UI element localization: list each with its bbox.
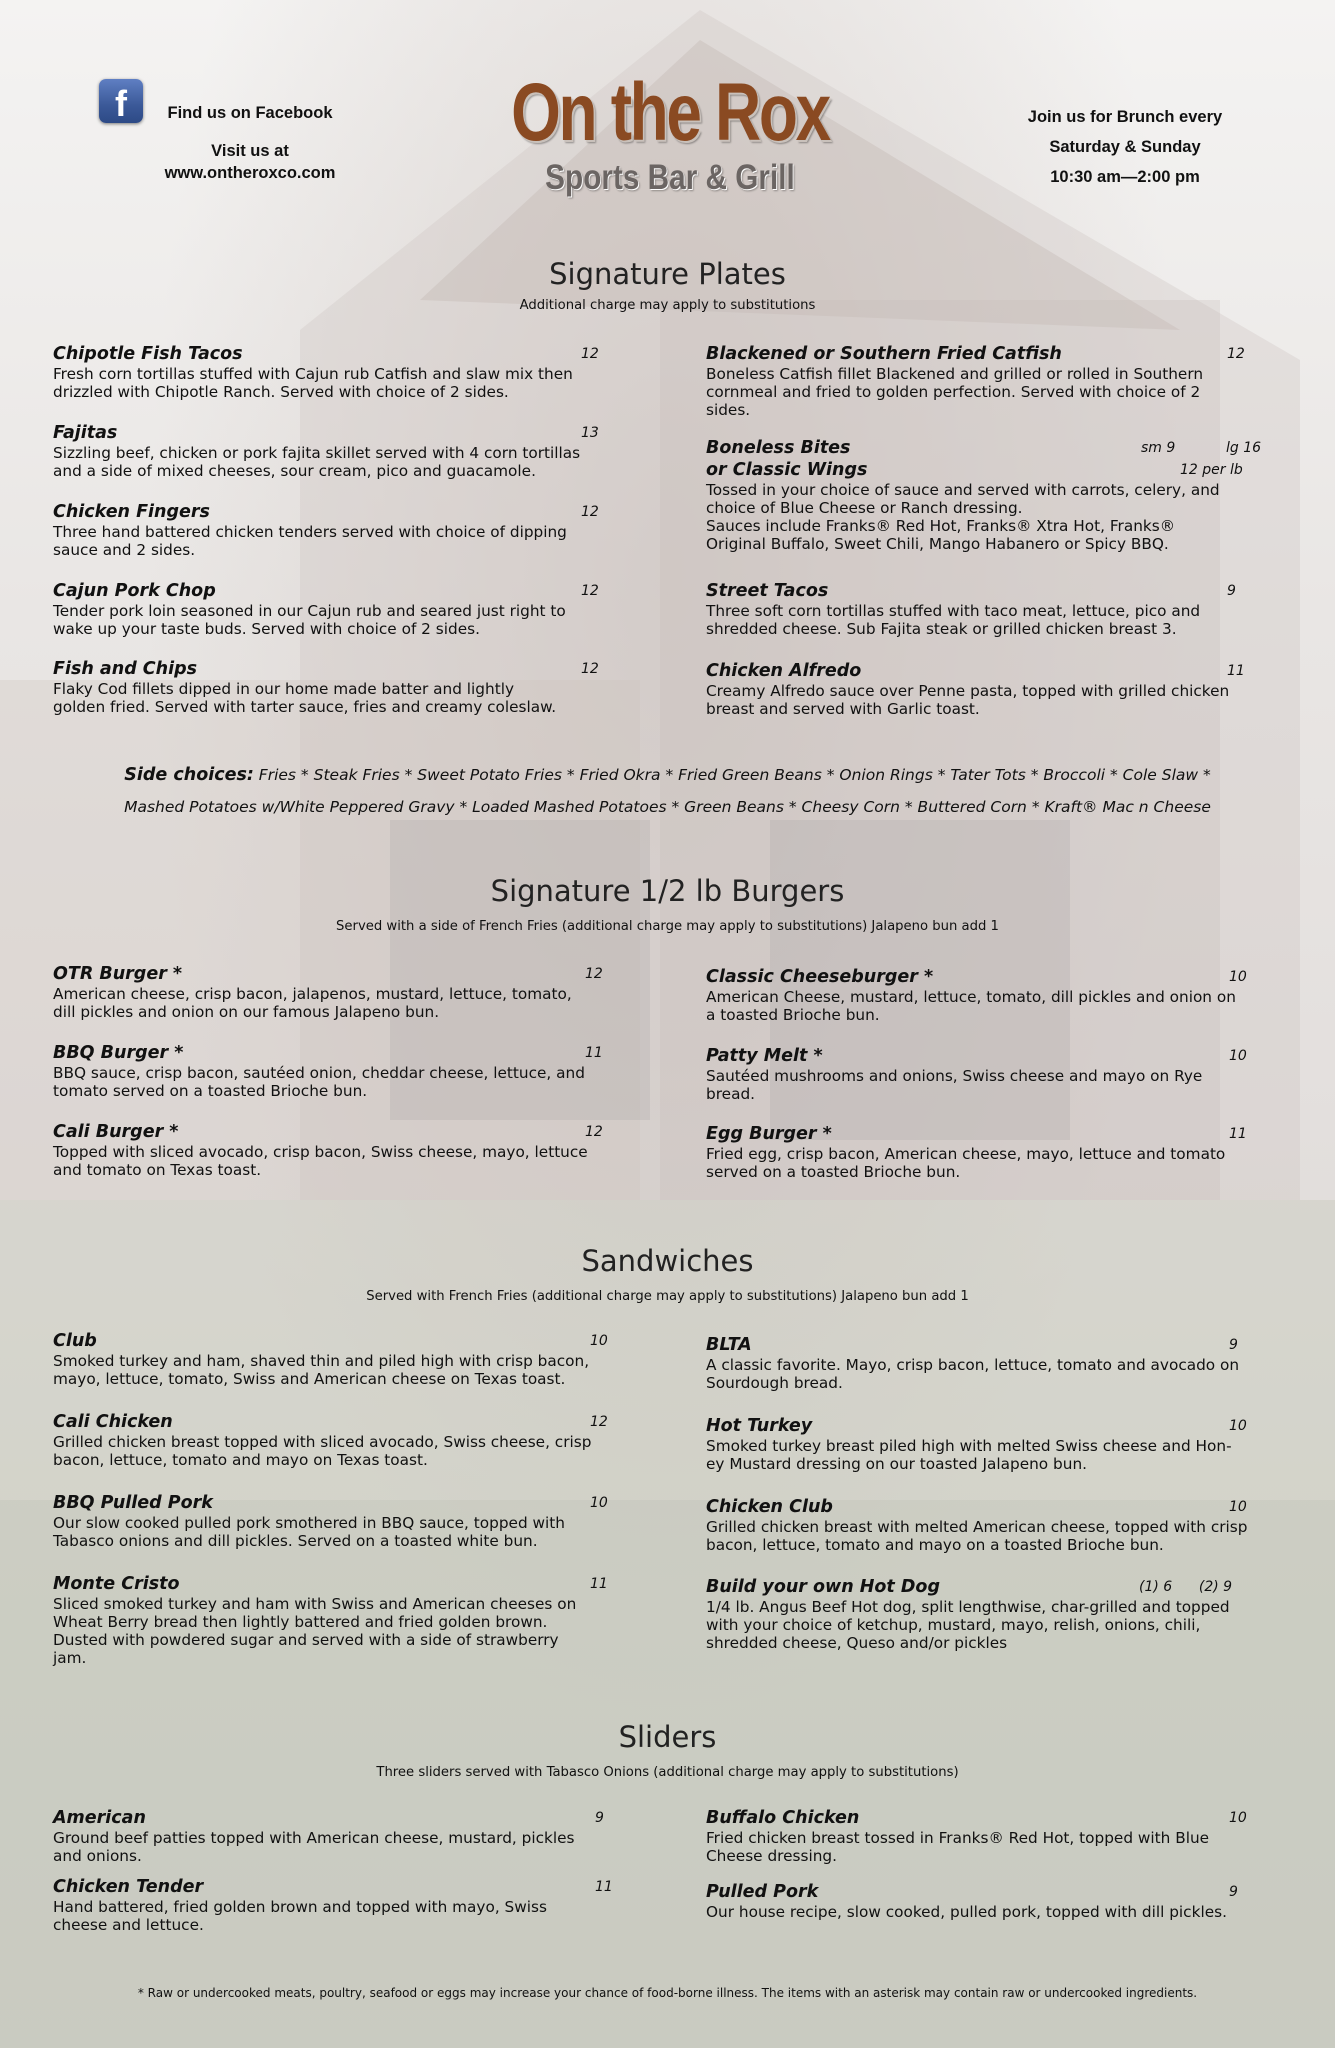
facebook-link-text[interactable]: Find us on Facebook — [167, 104, 333, 122]
item-description-line: sides. — [706, 401, 751, 419]
menu-item-chicken-tender — [53, 1876, 638, 1934]
section-title-burgers: Signature 1/2 lb Burgers — [490, 874, 845, 908]
item-description — [53, 602, 638, 638]
item-description-line: Smoked turkey breast piled high with melted Swiss cheese and Hon- — [706, 1437, 1232, 1455]
menu-item-pulled-pork — [706, 1881, 1291, 1921]
item-description-line: mayo, lettuce, tomato, Swiss and American cheese on Texas toast. — [53, 1370, 566, 1388]
item-description-line: Sizzling beef, chicken or pork fajita skillet served with 4 corn tortillas — [53, 444, 581, 462]
menu-item-club — [53, 1330, 638, 1388]
visit-label: Visit us at — [211, 142, 289, 160]
item-description-line: American cheese, crisp bacon, jalapenos, mustard, lettuce, tomato, — [53, 985, 572, 1003]
item-description-line: bacon, lettuce, tomato and mayo on a toasted Brioche bun. — [706, 1536, 1164, 1554]
section-subtitle-signature-plates: Additional charge may apply to substitutions — [519, 298, 816, 313]
menu-item-cajun-pork-chop — [53, 580, 638, 638]
item-description-line: wake up your taste buds. Served with choice of 2 sides. — [53, 620, 480, 638]
item-description-line: tomato served on a toasted Brioche bun. — [53, 1082, 368, 1100]
item-price: 11 — [1227, 663, 1245, 679]
item-name: Chicken Fingers — [53, 502, 210, 522]
item-description-line: Hand battered, fried golden brown and topped with mayo, Swiss — [53, 1898, 547, 1916]
menu-item-otr-burger — [53, 963, 638, 1021]
footnote-disclaimer: * Raw or undercooked meats, poultry, seafood or eggs may increase your chance of food-borne illness. The items with an asterisk may contain raw or undercooked ingredients. — [137, 1986, 1198, 2000]
menu-item-boneless-bites — [706, 437, 1291, 553]
item-description-line: shredded cheese, Queso and/or pickles — [706, 1634, 1008, 1652]
brunch-info — [1005, 102, 1245, 192]
item-price: 12 — [581, 661, 599, 677]
item-description — [53, 1829, 638, 1865]
item-description-line: bacon, lettuce, tomato and mayo on Texas toast. — [53, 1451, 428, 1469]
item-description — [53, 523, 638, 559]
menu-item-chipotle-fish-tacos — [53, 343, 638, 401]
header-social-info — [150, 102, 350, 184]
item-price: 11 — [585, 1045, 603, 1061]
menu-item-street-tacos — [706, 580, 1291, 638]
item-description — [706, 1356, 1291, 1392]
item-description — [706, 365, 1291, 419]
item-description-line: Dusted with powdered sugar and served with a side of strawberry — [53, 1631, 559, 1649]
brunch-line-2: Saturday & Sunday — [1049, 138, 1201, 156]
item-description-line: jam. — [53, 1649, 87, 1667]
item-description — [706, 1145, 1291, 1181]
item-name: Chicken Club — [706, 1497, 833, 1517]
item-price: 10 — [1229, 1048, 1247, 1064]
side-choices-line-1 — [0, 765, 1335, 785]
item-name: OTR Burger * — [53, 964, 183, 984]
item-price: 9 — [1229, 1337, 1238, 1353]
item-description — [706, 1598, 1291, 1652]
item-description — [53, 1514, 638, 1550]
item-name: Cajun Pork Chop — [53, 581, 216, 601]
item-price-wings: 12 per lb — [1180, 462, 1243, 478]
item-description-line: Sourdough bread. — [706, 1374, 843, 1392]
item-name: Chicken Tender — [53, 1877, 204, 1897]
item-description-line: breast and served with Garlic toast. — [706, 700, 980, 718]
item-description-line: Sliced smoked turkey and ham with Swiss and American cheeses on — [53, 1595, 577, 1613]
section-subtitle-sandwiches: Served with French Fries (additional charge may apply to substitutions) Jalapeno bun add 1 — [366, 1289, 969, 1304]
item-description-line: American Cheese, mustard, lettuce, tomato, dill pickles and onion on — [706, 988, 1236, 1006]
side-choices-label: Side choices: — [124, 765, 254, 785]
item-name: Chicken Alfredo — [706, 661, 862, 681]
item-description-line: Tabasco onions and dill pickles. Served on a toasted white bun. — [53, 1532, 538, 1550]
item-description-line: Ground beef patties topped with American cheese, mustard, pickles — [53, 1829, 575, 1847]
menu-item-bbq-burger — [53, 1042, 638, 1100]
item-description-line: bread. — [706, 1085, 756, 1103]
item-description-line: with your choice of ketchup, mustard, mayo, relish, onions, chili, — [706, 1616, 1201, 1634]
item-description — [53, 1143, 638, 1179]
item-price: 10 — [1229, 1810, 1247, 1826]
item-name: Chipotle Fish Tacos — [53, 344, 243, 364]
item-description-line: choice of Blue Cheese or Ranch dressing. — [706, 499, 1023, 517]
menu-item-american — [53, 1807, 638, 1865]
item-price: 11 — [595, 1879, 613, 1895]
menu-item-cali-burger — [53, 1121, 638, 1179]
item-description-line: Sautéed mushrooms and onions, Swiss cheese and mayo on Rye — [706, 1067, 1203, 1085]
item-description-line: golden fried. Served with tarter sauce, fries and creamy coleslaw. — [53, 698, 557, 716]
item-name: Build your own Hot Dog — [706, 1577, 940, 1597]
item-price: 11 — [590, 1576, 608, 1592]
item-price: (1) 6 (2) 9 — [1139, 1579, 1233, 1595]
item-description — [53, 1898, 638, 1934]
item-description — [53, 444, 638, 480]
item-description-line: Tossed in your choice of sauce and served with carrots, celery, and — [706, 481, 1220, 499]
menu-item-blta — [706, 1334, 1291, 1392]
logo-subtitle: Sports Bar & Grill — [545, 158, 795, 197]
item-description-line: cornmeal and fried to golden perfection. Served with choice of 2 — [706, 383, 1201, 401]
item-description-line: Fried egg, crisp bacon, American cheese, mayo, lettuce and tomato — [706, 1145, 1226, 1163]
item-description-line: Our house recipe, slow cooked, pulled pork, topped with dill pickles. — [706, 1903, 1227, 1921]
item-description-line: Sauces include Franks® Red Hot, Franks® Xtra Hot, Franks® — [706, 517, 1176, 535]
item-price: 9 — [1229, 1884, 1238, 1900]
item-description-line: ey Mustard dressing on our toasted Jalapeno bun. — [706, 1455, 1087, 1473]
menu-item-bbq-pulled-pork — [53, 1492, 638, 1550]
item-description-line: 1/4 lb. Angus Beef Hot dog, split lengthwise, char-grilled and topped — [706, 1598, 1230, 1616]
item-name: Classic Cheeseburger * — [706, 967, 934, 987]
item-price: 12 — [581, 346, 599, 362]
item-description-line: shredded cheese. Sub Fajita steak or grilled chicken breast 3. — [706, 620, 1177, 638]
item-description-line: Original Buffalo, Sweet Chili, Mango Habanero or Spicy BBQ. — [706, 535, 1169, 553]
item-description-line: and onions. — [53, 1847, 142, 1865]
item-description — [706, 1437, 1291, 1473]
logo-title: On the Rox — [511, 67, 829, 158]
menu-item-classic-cheeseburger — [706, 966, 1291, 1024]
item-description-line: Grilled chicken breast topped with sliced avocado, Swiss cheese, crisp — [53, 1433, 592, 1451]
item-description — [706, 602, 1291, 638]
facebook-icon[interactable]: f — [99, 79, 143, 123]
item-name: Hot Turkey — [706, 1416, 813, 1436]
item-description — [706, 1903, 1291, 1921]
item-price: 10 — [1229, 969, 1247, 985]
item-price: 9 — [1227, 583, 1236, 599]
item-description — [706, 481, 1291, 553]
item-name: BBQ Burger * — [53, 1043, 184, 1063]
section-subtitle-sliders: Three sliders served with Tabasco Onions (additional charge may apply to substitutions) — [376, 1765, 959, 1780]
menu-item-chicken-club — [706, 1496, 1291, 1554]
item-price: 12 — [590, 1414, 608, 1430]
item-name-wings: or Classic Wings — [706, 460, 868, 480]
item-description-line: Flaky Cod fillets dipped in our home made batter and lightly — [53, 680, 514, 698]
item-description-line: a toasted Brioche bun. — [706, 1006, 880, 1024]
section-title-sliders: Sliders — [618, 1720, 717, 1754]
item-description-line: Smoked turkey and ham, shaved thin and piled high with crisp bacon, — [53, 1352, 590, 1370]
item-description — [53, 1595, 638, 1667]
item-name: American — [53, 1808, 146, 1828]
item-name: Patty Melt * — [706, 1046, 823, 1066]
item-description — [706, 1067, 1291, 1103]
item-price: 10 — [1229, 1418, 1247, 1434]
item-price-small: sm 9 — [1141, 440, 1176, 456]
item-description-line: cheese and lettuce. — [53, 1916, 204, 1934]
brunch-line-1: Join us for Brunch every — [1027, 108, 1223, 126]
section-title-sandwiches: Sandwiches — [581, 1244, 754, 1278]
item-description-line: A classic favorite. Mayo, crisp bacon, lettuce, tomato and avocado on — [706, 1356, 1240, 1374]
item-price: 9 — [595, 1810, 604, 1826]
side-choices-line-2: Mashed Potatoes w/White Peppered Gravy * Loaded Mashed Potatoes * Green Beans * Cheesy Corn * Buttered Corn * Kraft® Mac n Cheese — [124, 798, 1211, 816]
item-description — [53, 1433, 638, 1469]
item-description-line: Tender pork loin seasoned in our Cajun rub and seared just right to — [53, 602, 566, 620]
item-name: Cali Chicken — [53, 1412, 173, 1432]
menu-item-patty-melt — [706, 1045, 1291, 1103]
menu-item-blackened-or-southern-fried-catfish — [706, 343, 1291, 419]
item-name: Blackened or Southern Fried Catfish — [706, 344, 1062, 364]
item-description — [53, 365, 638, 401]
item-description-line: Three soft corn tortillas stuffed with taco meat, lettuce, pico and — [706, 602, 1201, 620]
brunch-line-3: 10:30 am—2:00 pm — [1050, 168, 1200, 186]
item-name: Boneless Bites — [706, 438, 851, 458]
item-description-line: Boneless Catfish fillet Blackened and grilled or rolled in Southern — [706, 365, 1204, 383]
item-price: 12 — [1227, 346, 1245, 362]
item-price: 12 — [585, 1124, 603, 1140]
item-description-line: and a side of mixed cheeses, sour cream, pico and guacamole. — [53, 462, 536, 480]
item-name: Pulled Pork — [706, 1882, 819, 1902]
item-price-large: lg 16 — [1226, 440, 1262, 456]
item-name: Monte Cristo — [53, 1574, 180, 1594]
item-name: Egg Burger * — [706, 1124, 832, 1144]
menu-item-buffalo-chicken — [706, 1807, 1291, 1865]
menu-item-egg-burger — [706, 1123, 1291, 1181]
item-description-line: Cheese dressing. — [706, 1847, 837, 1865]
item-price: 12 — [581, 504, 599, 520]
item-description-line: Wheat Berry bread then lightly battered and fried golden brown. — [53, 1613, 548, 1631]
item-description-line: Our slow cooked pulled pork smothered in BBQ sauce, topped with — [53, 1514, 565, 1532]
menu-item-chicken-fingers — [53, 501, 638, 559]
item-description — [706, 988, 1291, 1024]
item-price: 12 — [581, 583, 599, 599]
menu-item-fish-and-chips — [53, 658, 638, 716]
item-description-line: drizzled with Chipotle Ranch. Served with choice of 2 sides. — [53, 383, 509, 401]
item-description-line: and tomato on Texas toast. — [53, 1161, 262, 1179]
item-description-line: BBQ sauce, crisp bacon, sautéed onion, cheddar cheese, lettuce, and — [53, 1064, 585, 1082]
item-price: 11 — [1229, 1126, 1247, 1142]
item-description — [53, 680, 638, 716]
item-price: 13 — [581, 425, 599, 441]
item-description-line: Creamy Alfredo sauce over Penne pasta, topped with grilled chicken — [706, 682, 1230, 700]
menu-item-fajitas — [53, 422, 638, 480]
menu-item-monte-cristo — [53, 1573, 638, 1667]
item-name: BBQ Pulled Pork — [53, 1493, 213, 1513]
section-title-signature-plates: Signature Plates — [549, 257, 786, 291]
menu-item-chicken-alfredo — [706, 660, 1291, 718]
item-price: 10 — [590, 1495, 608, 1511]
item-name: Cali Burger * — [53, 1122, 179, 1142]
item-description-line: dill pickles and onion on our famous Jalapeno bun. — [53, 1003, 440, 1021]
item-price: 10 — [1229, 1499, 1247, 1515]
menu-item-cali-chicken — [53, 1411, 638, 1469]
section-subtitle-burgers: Served with a side of French Fries (additional charge may apply to substitutions) Jalapeno bun add 1 — [336, 919, 999, 934]
item-description-line: served on a toasted Brioche bun. — [706, 1163, 961, 1181]
menu-item-hot-turkey — [706, 1415, 1291, 1473]
item-price: 10 — [590, 1333, 608, 1349]
item-description-line: Fresh corn tortillas stuffed with Cajun rub Catfish and slaw mix then — [53, 365, 573, 383]
item-description-line: Topped with sliced avocado, crisp bacon, Swiss cheese, mayo, lettuce — [53, 1143, 588, 1161]
item-description — [706, 1829, 1291, 1865]
item-name: Buffalo Chicken — [706, 1808, 860, 1828]
menu-item-build-your-own-hot-dog — [706, 1576, 1291, 1652]
item-name: Street Tacos — [706, 581, 829, 601]
item-name: Fish and Chips — [53, 659, 198, 679]
item-description — [53, 985, 638, 1021]
item-description — [53, 1064, 638, 1100]
item-description — [706, 1518, 1291, 1554]
website-link[interactable]: www.ontheroxco.com — [164, 164, 336, 182]
item-description — [706, 682, 1291, 718]
item-description-line: sauce and 2 sides. — [53, 541, 196, 559]
item-description-line: Grilled chicken breast with melted American cheese, topped with crisp — [706, 1518, 1248, 1536]
item-description — [53, 1352, 638, 1388]
item-name: Club — [53, 1331, 97, 1351]
item-name: Fajitas — [53, 423, 118, 443]
item-name: BLTA — [706, 1335, 752, 1355]
item-description-line: Three hand battered chicken tenders served with choice of dipping — [53, 523, 567, 541]
side-choices-list-1: Fries * Steak Fries * Sweet Potato Fries * Fried Okra * Fried Green Beans * Onion Rings * Tater Tots * Broccoli * Cole Slaw * — [253, 766, 1211, 784]
item-description-line: Fried chicken breast tossed in Franks® Red Hot, topped with Blue — [706, 1829, 1210, 1847]
item-price: 12 — [585, 966, 603, 982]
